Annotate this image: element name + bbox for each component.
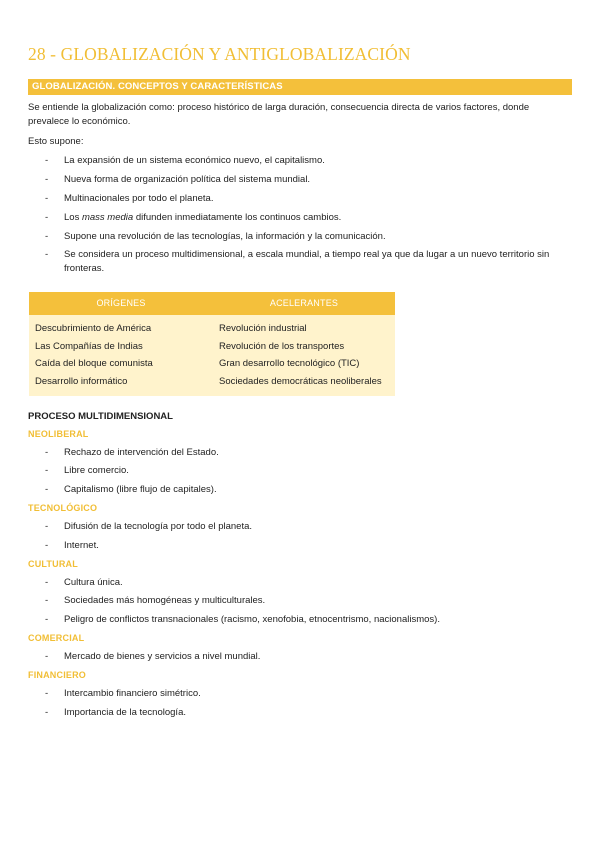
table-cell: Descubrimiento de América	[29, 315, 213, 338]
category-heading: COMERCIAL	[28, 632, 85, 643]
list-item: - Peligro de conflictos transnacionales (racismo, xenofobia, etnocentrismo, nacionalismos).	[28, 613, 572, 627]
table-row	[29, 373, 395, 396]
table-cell: Revolución de los transportes	[213, 338, 395, 356]
list-item: - Mercado de bienes y servicios a nivel mundial.	[28, 650, 572, 664]
category-list	[28, 576, 572, 627]
category-comercial	[28, 632, 572, 664]
category-heading: CULTURAL	[28, 558, 78, 569]
table-header-row	[29, 292, 395, 315]
category-list	[28, 446, 572, 497]
list-item: - Libre comercio.	[28, 464, 572, 478]
list-item: - Se considera un proceso multidimensional, a escala mundial, a tiempo real ya que da lugar a un nuevo territorio sin fronteras.	[28, 248, 572, 276]
list-item: - Rechazo de intervención del Estado.	[28, 446, 572, 460]
category-cultural	[28, 558, 572, 627]
list-item: - Capitalismo (libre flujo de capitales).	[28, 483, 572, 497]
page-title: 28 - GLOBALIZACIÓN Y ANTIGLOBALIZACIÓN	[28, 44, 411, 64]
list-item: - Importancia de la tecnología.	[28, 706, 572, 720]
document-page	[28, 42, 572, 724]
table-cell: Gran desarrollo tecnológico (TIC)	[213, 355, 395, 373]
category-heading: TECNOLÓGICO	[28, 503, 98, 514]
category-neoliberal	[28, 428, 572, 497]
list-item: - Intercambio financiero simétrico.	[28, 687, 572, 701]
table-row	[29, 355, 395, 373]
list-item: - Difusión de la tecnología por todo el planeta.	[28, 520, 572, 534]
table-cell: Las Compañías de Indias	[29, 338, 213, 356]
table-cell: Revolución industrial	[213, 315, 395, 338]
category-heading: FINANCIERO	[28, 669, 86, 680]
table-cell: Caída del bloque comunista	[29, 355, 213, 373]
list-item: - Sociedades más homogéneas y multiculturales.	[28, 594, 572, 608]
category-list	[28, 650, 572, 664]
table-row	[29, 338, 395, 356]
list-item: - Multinacionales por todo el planeta.	[28, 192, 572, 206]
section-heading: GLOBALIZACIÓN. CONCEPTOS Y CARACTERÍSTICAS	[28, 79, 572, 95]
list-item: - Cultura única.	[28, 576, 572, 590]
mass-media-prefix: Los	[64, 211, 82, 223]
list-item: - La expansión de un sistema económico nuevo, el capitalismo.	[28, 154, 572, 168]
list-item: - Supone una revolución de las tecnologías, la información y la comunicación.	[28, 230, 572, 244]
header-acelerantes: ACELERANTES	[213, 292, 395, 315]
table-row	[29, 315, 395, 338]
origenes-acelerantes-table	[29, 292, 395, 396]
supone-list	[28, 154, 572, 275]
list-item: - Nueva forma de organización política del sistema mundial.	[28, 173, 572, 187]
category-tecnologico	[28, 502, 572, 553]
category-financiero	[28, 669, 572, 720]
list-item: - Internet.	[28, 539, 572, 553]
supone-label: Esto supone:	[28, 135, 84, 147]
mass-media-suffix: difunden inmediatamente los continuos cambios.	[133, 211, 342, 223]
table-cell: Desarrollo informático	[29, 373, 213, 396]
proceso-title: PROCESO MULTIDIMENSIONAL	[28, 410, 173, 422]
header-origenes: ORÍGENES	[29, 292, 213, 315]
intro-paragraph: Se entiende la globalización como: proceso histórico de larga duración, consecuencia directa de varios factores, donde prevalece lo económico.	[28, 102, 530, 127]
category-list	[28, 520, 572, 553]
list-item	[28, 211, 572, 225]
category-heading: NEOLIBERAL	[28, 428, 89, 439]
mass-media-term: mass media	[81, 211, 134, 223]
table-cell: Sociedades democráticas neoliberales	[213, 373, 395, 396]
category-list	[28, 687, 572, 720]
